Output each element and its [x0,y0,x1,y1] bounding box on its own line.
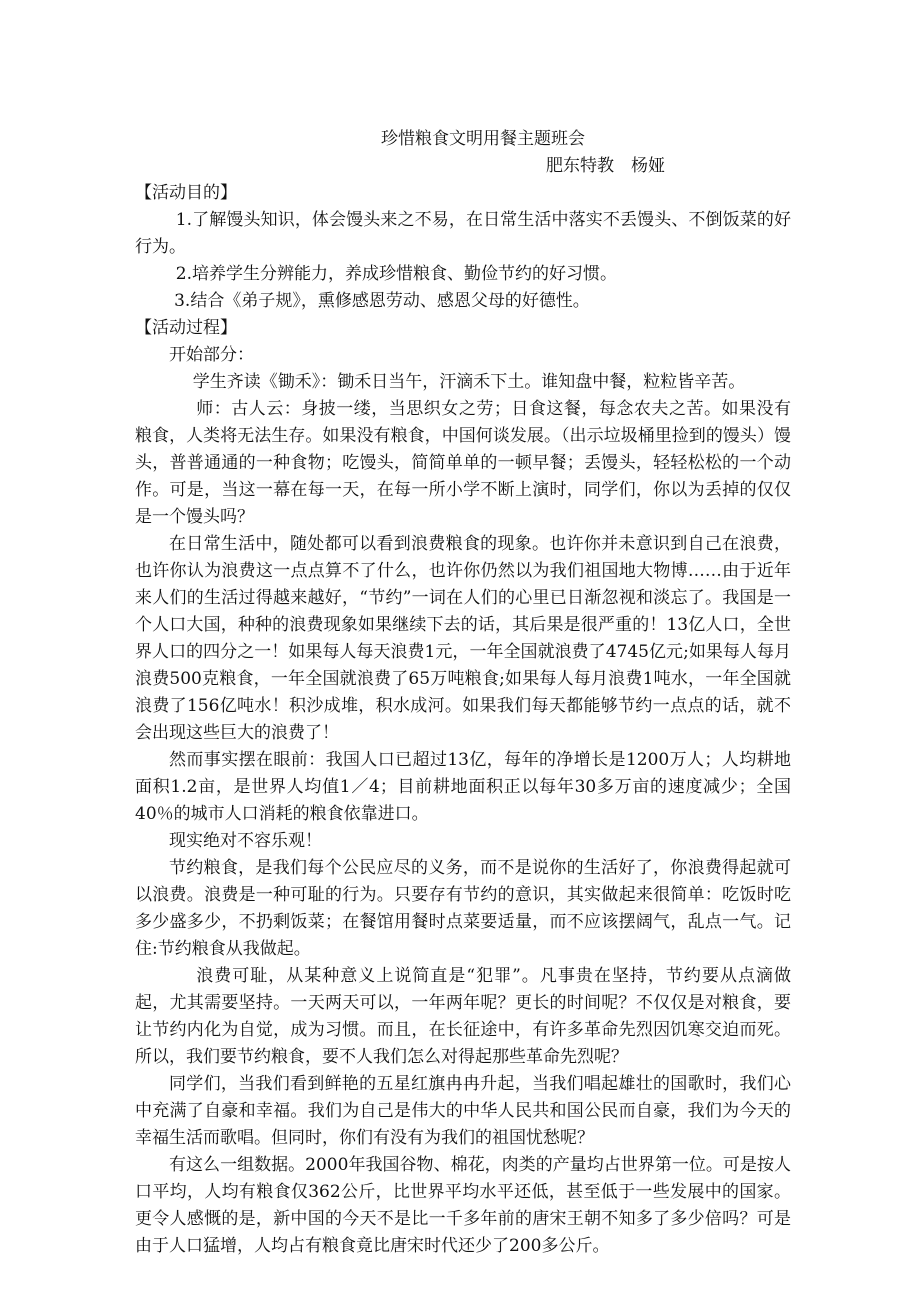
document-title: 珍惜粮食文明用餐主题班会 [381,129,585,149]
paragraph-recitation: 学生齐读《锄禾》：锄禾日当午，汗滴禾下土。谁知盘中餐，粒粒皆辛苦。 [192,372,746,392]
paragraph-shameful: 浪费可耻，从某种意义上说简直是“犯罪”。凡事贵在坚持，节约要从点滴做起，尤其需要坚持。一天两天可以，一年两年呢？更长的时间呢？不仅仅是对粮食，要让节约内化为自觉，成为习惯。而且，在长征途中，有许多革命先烈因饥寒交迫而死。所以，我们要节约粮食，要不人我们怎么对得起那些革命先烈呢？ [135,966,791,1067]
paragraph-not-optimistic: 现实绝对不容乐观！ [169,831,322,851]
document-author: 肥东特教 杨娅 [546,156,665,176]
opening-label: 开始部分： [169,345,254,365]
paragraph-flag: 同学们，当我们看到鲜艳的五星红旗冉冉升起，当我们唱起雄壮的国歌时，我们心中充满了自豪和幸福。我们为自己是伟大的中华人民共和国公民而自豪，我们为今天的幸福生活而歌唱。但同时，你们有没有为我们的祖国忧愁呢？ [135,1074,791,1148]
purpose-heading: 【活动目的】 [135,183,237,203]
purpose-item-1: 1.了解馒头知识，体会馒头来之不易，在日常生活中落实不丢馒头、不倒饭菜的好行为。 [135,210,791,257]
process-heading: 【活动过程】 [135,318,237,338]
paragraph-statistics: 有这么一组数据。2000年我国谷物、棉花，肉类的产量均占世界第一位。可是按人口平均，人均有粮食仅362公斤，比世界平均水平还低，甚至低于一些发展中的国家。更令人感慨的是，新中国的今天不是比一千多年前的唐宋王朝不知多了多少倍吗？可是由于人口猛增，人均占有粮食竟比唐宋时代还少了200多公斤。 [135,1155,791,1256]
paragraph-facts: 然而事实摆在眼前：我国人口已超过13亿，每年的净增长是1200万人；人均耕地面积1.2亩，是世界人均值1／4；目前耕地面积正以每年30多万亩的速度减少；全国40％的城市人口消耗的粮食依靠进口。 [135,750,791,824]
paragraph-daily-waste: 在日常生活中，随处都可以看到浪费粮食的现象。也许你并未意识到自己在浪费，也许你认为浪费这一点点算不了什么，也许你仍然以为我们祖国地大物博……由于近年来人们的生活过得越来越好，“节约”一词在人们的心里已日渐忽视和淡忘了。我国是一个人口大国，种种的浪费现象如果继续下去的话，其后果是很严重的！13亿人口，全世界人口的四分之一！如果每人每天浪费1元，一年全国就浪费了4745亿元;如果每人每月浪费500克粮食，一年全国就浪费了65万吨粮食;如果每人每月浪费1吨水，一年全国就浪费了156亿吨水！积沙成堆，积水成河。如果我们每天都能够节约一点点的话，就不会出现这些巨大的浪费了！ [135,534,791,743]
paragraph-teacher: 师：古人云：身披一缕，当思织女之劳；日食这餐，每念农夫之苦。如果没有粮食，人类将无法生存。如果没有粮食，中国何谈发展。（出示垃圾桶里捡到的馒头）馒头，普普通通的一种食物；吃馒头，简简单单的一顿早餐；丢馒头，轻轻松松的一个动作。可是，当这一幕在每一天，在每一所小学不断上演时，同学们，你以为丢掉的仅仅是一个馒头吗？ [135,399,791,527]
paragraph-duty: 节约粮食，是我们每个公民应尽的义务，而不是说你的生活好了，你浪费得起就可以浪费。浪费是一种可耻的行为。只要存有节约的意识，其实做起来很简单：吃饭时吃 多少盛多少，不扔剩饭菜；在餐馆用餐时点菜要适量，而不应该摆阔气，乱点一气。记住:节约粮食从我做起。 [135,858,791,959]
purpose-item-2: 2.培养学生分辨能力，养成珍惜粮食、勤俭节约的好习惯。 [175,264,618,284]
purpose-item-3: 3.结合《弟子规》，熏修感恩劳动、感恩父母的好德性。 [174,291,590,311]
document-page [135,126,791,1260]
